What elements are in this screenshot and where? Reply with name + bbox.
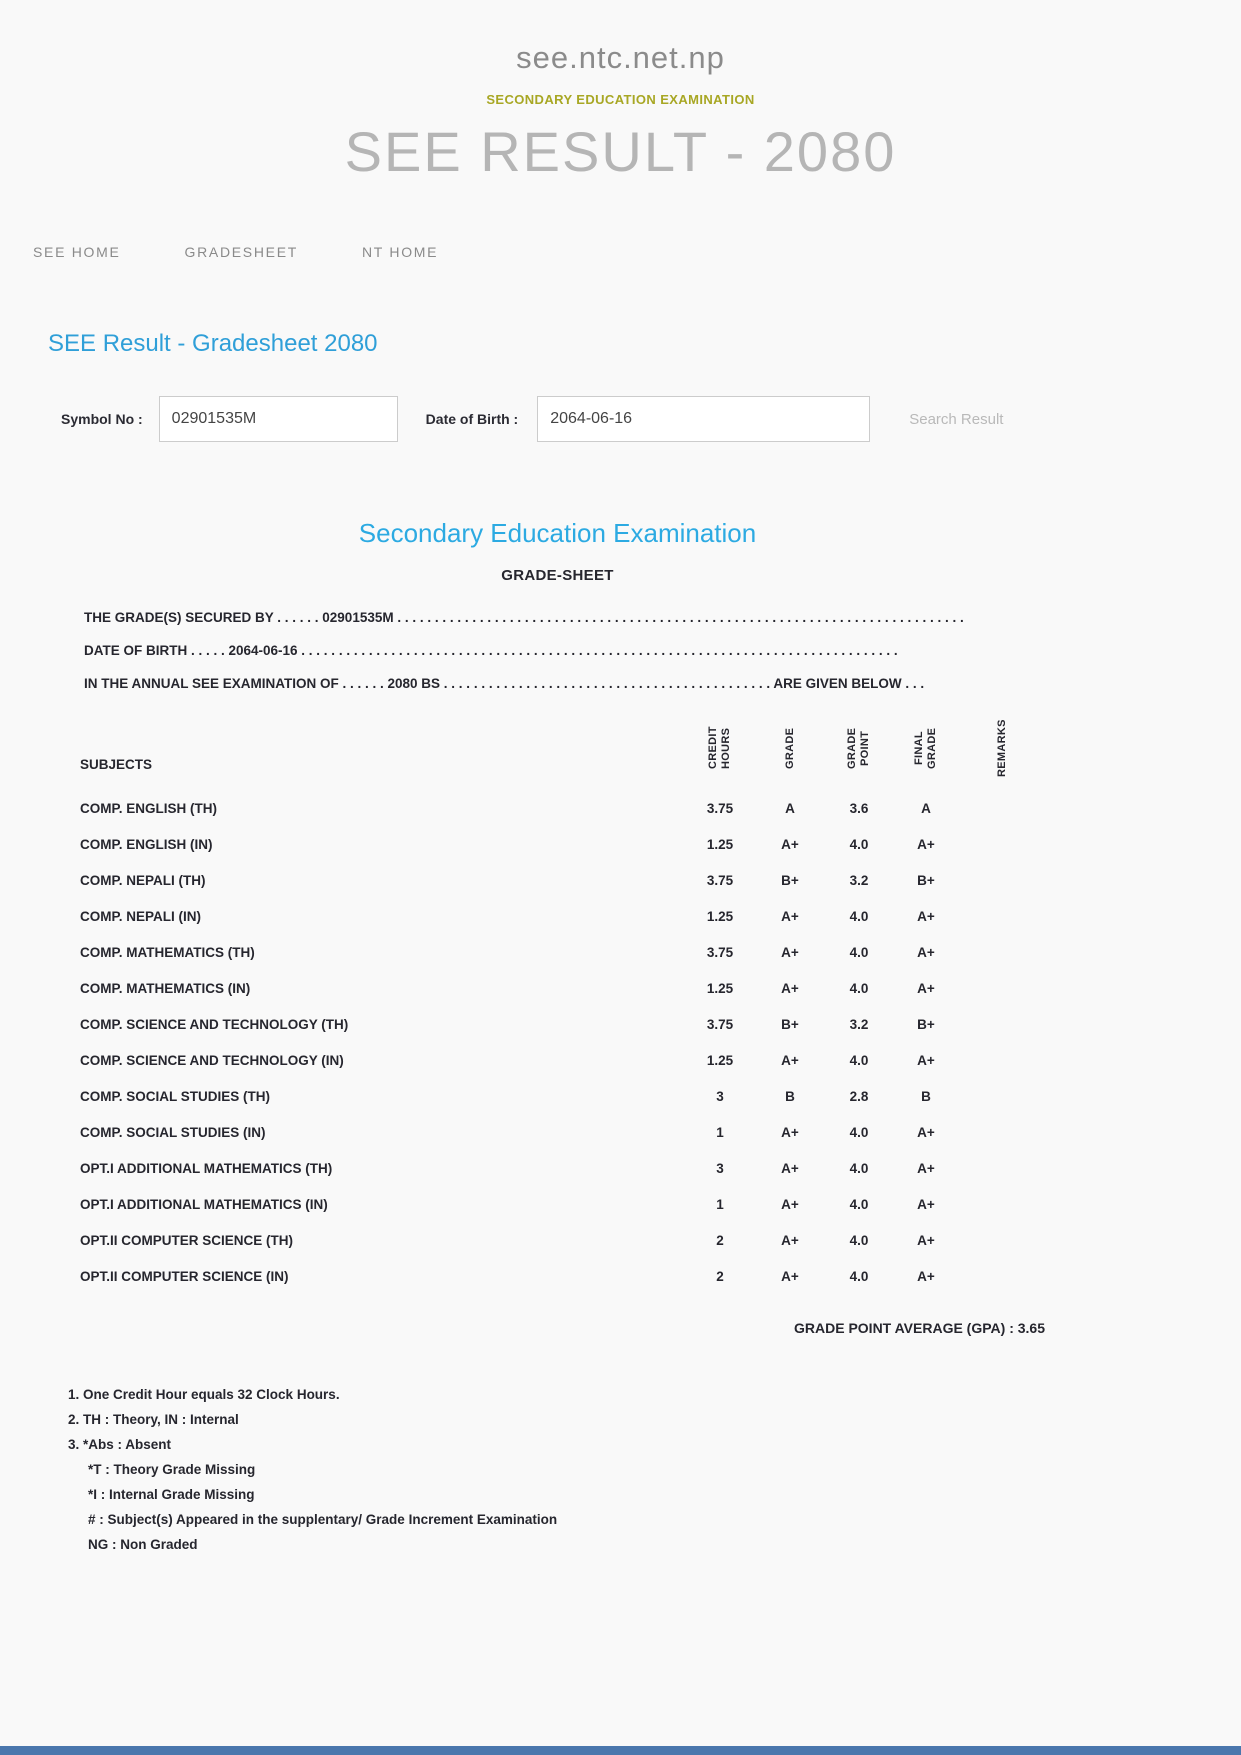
result-subtitle: GRADE-SHEET — [501, 567, 614, 584]
cell-remarks — [959, 1186, 1045, 1222]
nav-link-gradesheet[interactable]: GRADESHEET — [184, 244, 298, 260]
subjects-header: SUBJECTS — [80, 757, 153, 772]
note-item: 1. One Credit Hour equals 32 Clock Hours. — [68, 1387, 340, 1402]
column-header-label: GRADE — [783, 727, 796, 769]
column-header-label: FINAL GRADE — [913, 727, 938, 769]
cell-remarks — [959, 1222, 1045, 1258]
result-title: Secondary Education Examination — [358, 518, 757, 548]
cell-remarks — [959, 970, 1045, 1006]
table-row — [70, 862, 1045, 898]
cell-credit-hours: 3.75 — [706, 800, 734, 816]
cell-grade-point: 4.0 — [849, 980, 869, 996]
cell-grade: A+ — [781, 944, 799, 960]
cell-grade-point: 4.0 — [849, 908, 869, 924]
dotted-lines — [70, 608, 1045, 707]
cell-final-grade: A+ — [917, 1052, 935, 1068]
table-row — [70, 1042, 1045, 1078]
cell-remarks — [959, 1114, 1045, 1150]
column-header-final-grade — [893, 715, 959, 790]
cell-grade-point: 4.0 — [849, 1160, 869, 1176]
cell-grade: A+ — [781, 1160, 799, 1176]
cell-grade-point: 3.2 — [849, 1016, 869, 1032]
table-row — [70, 790, 1045, 826]
cell-final-grade: A+ — [917, 1196, 935, 1212]
site-name: see.ntc.net.np — [516, 40, 725, 75]
cell-credit-hours: 3 — [716, 1088, 724, 1104]
note-item: 3. *Abs : Absent — [68, 1437, 172, 1452]
cell-subject: OPT.I ADDITIONAL MATHEMATICS (TH) — [80, 1160, 333, 1176]
cell-subject: COMP. SOCIAL STUDIES (IN) — [80, 1124, 266, 1140]
cell-grade: B — [785, 1088, 795, 1104]
cell-credit-hours: 3 — [716, 1160, 724, 1176]
column-header-grade-point — [825, 715, 893, 790]
cell-final-grade: A+ — [917, 1124, 935, 1140]
top-header — [0, 0, 1241, 184]
cell-grade-point: 4.0 — [849, 1124, 869, 1140]
cell-grade-point: 4.0 — [849, 836, 869, 852]
table-row — [70, 826, 1045, 862]
exam-label: SECONDARY EDUCATION EXAMINATION — [486, 92, 755, 107]
cell-grade: A+ — [781, 1232, 799, 1248]
column-header-grade — [755, 715, 825, 790]
table-row — [70, 934, 1045, 970]
cell-final-grade: A+ — [917, 980, 935, 996]
cell-remarks — [959, 1258, 1045, 1294]
note-item: *T : Theory Grade Missing — [88, 1462, 256, 1477]
cell-grade: A — [785, 800, 795, 816]
table-row — [70, 970, 1045, 1006]
nav-link-nt-home[interactable]: NT HOME — [361, 244, 439, 260]
cell-subject: OPT.I ADDITIONAL MATHEMATICS (IN) — [80, 1196, 328, 1212]
grades-table — [70, 715, 1045, 1294]
dob-input[interactable] — [537, 396, 870, 442]
cell-grade-point: 4.0 — [849, 1232, 869, 1248]
cell-subject: COMP. MATHEMATICS (IN) — [80, 980, 251, 996]
note-item: *I : Internal Grade Missing — [88, 1487, 255, 1502]
grades-table-body — [70, 790, 1045, 1294]
table-row — [70, 1006, 1045, 1042]
cell-subject: COMP. SCIENCE AND TECHNOLOGY (TH) — [80, 1016, 349, 1032]
cell-credit-hours: 2 — [716, 1268, 724, 1284]
table-row — [70, 1186, 1045, 1222]
cell-grade: A+ — [781, 1196, 799, 1212]
cell-grade-point: 2.8 — [849, 1088, 869, 1104]
cell-subject: COMP. NEPALI (IN) — [80, 908, 202, 924]
nav — [0, 244, 1241, 260]
cell-subject: COMP. MATHEMATICS (TH) — [80, 944, 255, 960]
cell-grade: A+ — [781, 1124, 799, 1140]
cell-grade: A+ — [781, 1052, 799, 1068]
cell-subject: COMP. ENGLISH (TH) — [80, 800, 218, 816]
cell-grade: A+ — [781, 1268, 799, 1284]
cell-final-grade: A+ — [917, 908, 935, 924]
cell-final-grade: B — [921, 1088, 931, 1104]
cell-grade: B+ — [781, 1016, 799, 1032]
column-header-label: CREDIT HOURS — [707, 726, 732, 770]
cell-subject: COMP. SOCIAL STUDIES (TH) — [80, 1088, 271, 1104]
note-item: # : Subject(s) Appeared in the supplentary/ Grade Increment Examination — [88, 1512, 558, 1527]
cell-credit-hours: 1.25 — [706, 836, 734, 852]
search-result-button[interactable]: Search Result — [909, 410, 1004, 428]
cell-grade-point: 3.2 — [849, 872, 869, 888]
cell-remarks — [959, 1150, 1045, 1186]
cell-credit-hours: 3.75 — [706, 944, 734, 960]
gradesheet-heading: SEE Result - Gradesheet 2080 — [48, 330, 378, 357]
cell-remarks — [959, 934, 1045, 970]
note-item: 2. TH : Theory, IN : Internal — [68, 1412, 239, 1427]
cell-credit-hours: 1.25 — [706, 1052, 734, 1068]
cell-grade: A+ — [781, 908, 799, 924]
cell-grade-point: 3.6 — [849, 800, 869, 816]
cell-subject: COMP. ENGLISH (IN) — [80, 836, 213, 852]
cell-final-grade: B+ — [917, 1016, 935, 1032]
cell-grade: B+ — [781, 872, 799, 888]
cell-final-grade: A+ — [917, 1160, 935, 1176]
cell-subject: COMP. NEPALI (TH) — [80, 872, 206, 888]
symbol-label: Symbol No : — [61, 411, 143, 427]
table-row — [70, 1222, 1045, 1258]
cell-grade-point: 4.0 — [849, 944, 869, 960]
dob-label: Date of Birth : — [425, 411, 519, 427]
table-row — [70, 1114, 1045, 1150]
cell-remarks — [959, 826, 1045, 862]
cell-final-grade: A — [921, 800, 931, 816]
notes — [0, 1382, 1241, 1557]
cell-remarks — [959, 1006, 1045, 1042]
cell-remarks — [959, 790, 1045, 826]
cell-grade-point: 4.0 — [849, 1052, 869, 1068]
cell-credit-hours: 1 — [716, 1196, 724, 1212]
cell-subject: OPT.II COMPUTER SCIENCE (TH) — [80, 1232, 294, 1248]
cell-remarks — [959, 1042, 1045, 1078]
cell-final-grade: A+ — [917, 944, 935, 960]
column-header-remarks — [959, 715, 1045, 790]
nav-link-see-home[interactable]: SEE HOME — [33, 244, 121, 260]
table-row — [70, 1258, 1045, 1294]
table-row — [70, 898, 1045, 934]
column-header-label: GRADE POINT — [846, 727, 871, 769]
table-row — [70, 1150, 1045, 1186]
cell-credit-hours: 1 — [716, 1124, 724, 1140]
column-header-label: REMARKS — [995, 719, 1008, 777]
table-row — [70, 1078, 1045, 1114]
cell-credit-hours: 1.25 — [706, 908, 734, 924]
result-section — [70, 518, 1045, 1336]
search-form — [0, 396, 1241, 442]
dob-line: DATE OF BIRTH . . . . . 2064-06-16 . . . . . . . . . . . . . . . . . . . . . . . . . . . . . . . . . . . . . . . . . . . . . . . . . . . . . . . . . . . . . . . . . . . . . . . . . . . . . . . . — [84, 643, 898, 658]
cell-grade: A+ — [781, 980, 799, 996]
gpa-line: GRADE POINT AVERAGE (GPA) : 3.65 — [794, 1320, 1045, 1336]
symbol-input[interactable] — [159, 396, 398, 442]
exam-line: IN THE ANNUAL SEE EXAMINATION OF . . . . . . 2080 BS . . . . . . . . . . . . . . . . . . . . . . . . . . . . . . . . . . . . . . . . . . . . ARE GIVEN BELOW . . . — [84, 676, 925, 691]
cell-final-grade: A+ — [917, 836, 935, 852]
cell-grade: A+ — [781, 836, 799, 852]
cell-remarks — [959, 862, 1045, 898]
cell-final-grade: A+ — [917, 1232, 935, 1248]
note-item: NG : Non Graded — [88, 1537, 198, 1552]
secured-by-line: THE GRADE(S) SECURED BY . . . . . . 02901535M . . . . . . . . . . . . . . . . . . . . . . . . . . . . . . . . . . . . . . . . . . . . . . . . . . . . . . . . . . . . . . . . . . . . . . . . . . . . — [84, 610, 964, 625]
cell-grade-point: 4.0 — [849, 1196, 869, 1212]
cell-subject: COMP. SCIENCE AND TECHNOLOGY (IN) — [80, 1052, 344, 1068]
page-title: SEE RESULT - 2080 — [344, 120, 897, 183]
cell-credit-hours: 1.25 — [706, 980, 734, 996]
cell-credit-hours: 3.75 — [706, 1016, 734, 1032]
grades-header-row — [70, 715, 1045, 790]
cell-final-grade: B+ — [917, 872, 935, 888]
cell-final-grade: A+ — [917, 1268, 935, 1284]
cell-remarks — [959, 898, 1045, 934]
column-header-credit-hours — [685, 715, 755, 790]
cell-grade-point: 4.0 — [849, 1268, 869, 1284]
footer-bar — [0, 1746, 1241, 1755]
cell-credit-hours: 3.75 — [706, 872, 734, 888]
cell-credit-hours: 2 — [716, 1232, 724, 1248]
cell-subject: OPT.II COMPUTER SCIENCE (IN) — [80, 1268, 289, 1284]
cell-remarks — [959, 1078, 1045, 1114]
